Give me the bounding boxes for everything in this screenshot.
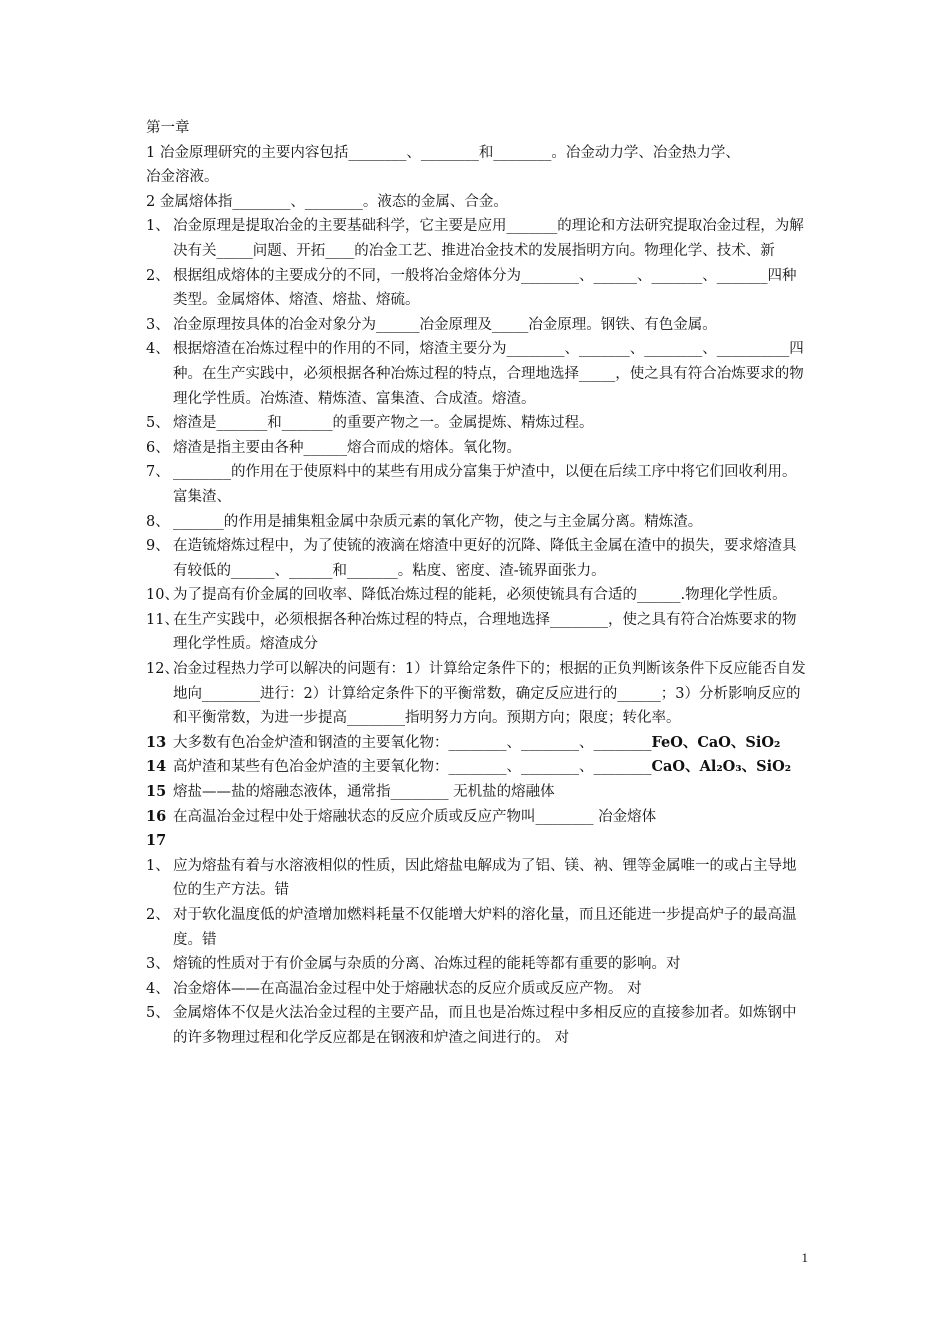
answer: FeO、CaO、SiO₂ bbox=[651, 733, 781, 751]
page-number: 1 bbox=[801, 1250, 808, 1265]
fill-item: 3、 冶金原理按具体的冶金对象分为______冶金原理及_____冶金原理。钢铁、有色金属。 bbox=[146, 316, 717, 333]
intro-question-1: 1 冶金原理研究的主要内容包括________、________和________。冶金动力学、冶金热力学、 冶金溶液。 bbox=[146, 144, 740, 186]
chapter-title: 第一章 bbox=[146, 120, 190, 136]
spacer bbox=[146, 829, 810, 854]
bold-list: 13 大多数有色冶金炉渣和钢渣的主要氧化物：________、________、________FeO、CaO、SiO₂ 14 高炉渣和某些有色冶金炉渣的主要氧化物：________、________、________CaO、Al₂O₃、SiO₂ 15 熔盐——盐的熔融态液体，通常指________ 无机盐的熔融体 16 在高温冶金过程中处于熔融状态的反应介质或反应产物叫________ 冶金熔体 17 bbox=[146, 731, 810, 829]
intro-question-2: 2 金属熔体指________、________。液态的金属、合金。 bbox=[146, 193, 508, 210]
fill-item: 5、 熔渣是_______和_______的重要产物之一。金属提炼、精炼过程。 bbox=[146, 415, 594, 432]
fill-item: 12、 冶金过程热力学可以解决的问题有：1）计算给定条件下的；根据的正负判断该条件下反应能否自发地向________进行：2）计算给定条件下的平衡常数，确定反应进行的______；3）分析影响反应的和平衡常数，为进一步提高________指明努力方向。预期方向；限度；转化率。 bbox=[146, 661, 806, 727]
fill-item: 4、 根据熔渣在冶炼过程中的作用的不同，熔渣主要分为________、_______、________、__________四种。在生产实践中，必须根据各种冶炼过程的特点，合理地选择_____，使之具有符合冶炼要求的物理化学性质。冶炼渣、精炼渣、富集渣、合成渣。熔渣。 bbox=[146, 341, 804, 407]
fill-item: 2、 根据组成熔体的主要成分的不同，一般将冶金熔体分为________、______、_______、_______四种类型。金属熔体、熔渣、熔盐、熔硫。 bbox=[146, 267, 797, 309]
answer: CaO、Al₂O₃、SiO₂ bbox=[651, 758, 792, 776]
judge-item: 5、 金属熔体不仅是火法冶金过程的主要产品，而且也是冶炼过程中多相反应的直接参加者。如炼钢中的许多物理过程和化学反应都是在钢液和炉渣之间进行的。 对 bbox=[146, 1005, 797, 1046]
fill-item: 8、 _______的作用是捕集粗金属中杂质元素的氧化产物，使之与主金属分离。精炼渣。 bbox=[146, 513, 703, 530]
fill-item: 1、 冶金原理是提取冶金的主要基础科学，它主要是应用_______的理论和方法研究提取冶金过程，为解决有关_____问题、开拓____的冶金工艺、推进冶金技术的发展指明方向。物理化学、技术、新 bbox=[146, 218, 804, 259]
bold-item: 13 大多数有色冶金炉渣和钢渣的主要氧化物：________、________、________FeO、CaO、SiO₂ bbox=[146, 733, 781, 751]
bold-item: 15 熔盐——盐的熔融态液体，通常指________ 无机盐的熔融体 bbox=[146, 783, 555, 801]
document-body bbox=[146, 116, 810, 1051]
judge-item: 3、 熔锍的性质对于有价金属与杂质的分离、冶炼过程的能耗等都有重要的影响。对 bbox=[146, 956, 681, 973]
fill-item: 11、 在生产实践中，必须根据各种冶炼过程的特点，合理地选择________，使之具有符合冶炼要求的物理化学性质。熔渣成分 bbox=[146, 611, 797, 653]
bold-item: 16 在高温冶金过程中处于熔融状态的反应介质或反应产物叫________ 冶金熔体 bbox=[146, 807, 657, 825]
judge-item: 2、 对于软化温度低的炉渣增加燃料耗量不仅能增大炉料的溶化量，而且还能进一步提高炉子的最高温度。错 bbox=[146, 907, 797, 948]
fill-item: 7、 ________的作用在于使原料中的某些有用成分富集于炉渣中，以便在后续工序中将它们回收利用。富集渣、 bbox=[146, 464, 797, 505]
fill-item: 6、 熔渣是指主要由各种______熔合而成的熔体。氧化物。 bbox=[146, 439, 521, 456]
bold-item: 14 高炉渣和某些有色冶金炉渣的主要氧化物：________、________、________CaO、Al₂O₃、SiO₂ bbox=[146, 758, 792, 776]
judge-item: 1、 应为熔盐有着与水溶液相似的性质，因此熔盐电解成为了铝、镁、衲、锂等金属唯一的或占主导地位的生产方法。错 bbox=[146, 857, 797, 899]
fill-item: 10、 为了提高有价金属的回收率、降低冶炼过程的能耗，必须使锍具有合适的______.物理化学性质。 bbox=[146, 587, 787, 604]
true-false-list bbox=[146, 854, 810, 1051]
fill-in-list bbox=[146, 214, 810, 730]
fill-item: 9、 在造锍熔炼过程中，为了使锍的液滴在熔渣中更好的沉降、降低主金属在渣中的损失，要求熔渣具有较低的______、______和_______。粘度、密度、渣-锍界面张力。 bbox=[146, 538, 797, 579]
judge-item: 4、 冶金熔体——在高温冶金过程中处于熔融状态的反应介质或反应产物。 对 bbox=[146, 980, 642, 997]
